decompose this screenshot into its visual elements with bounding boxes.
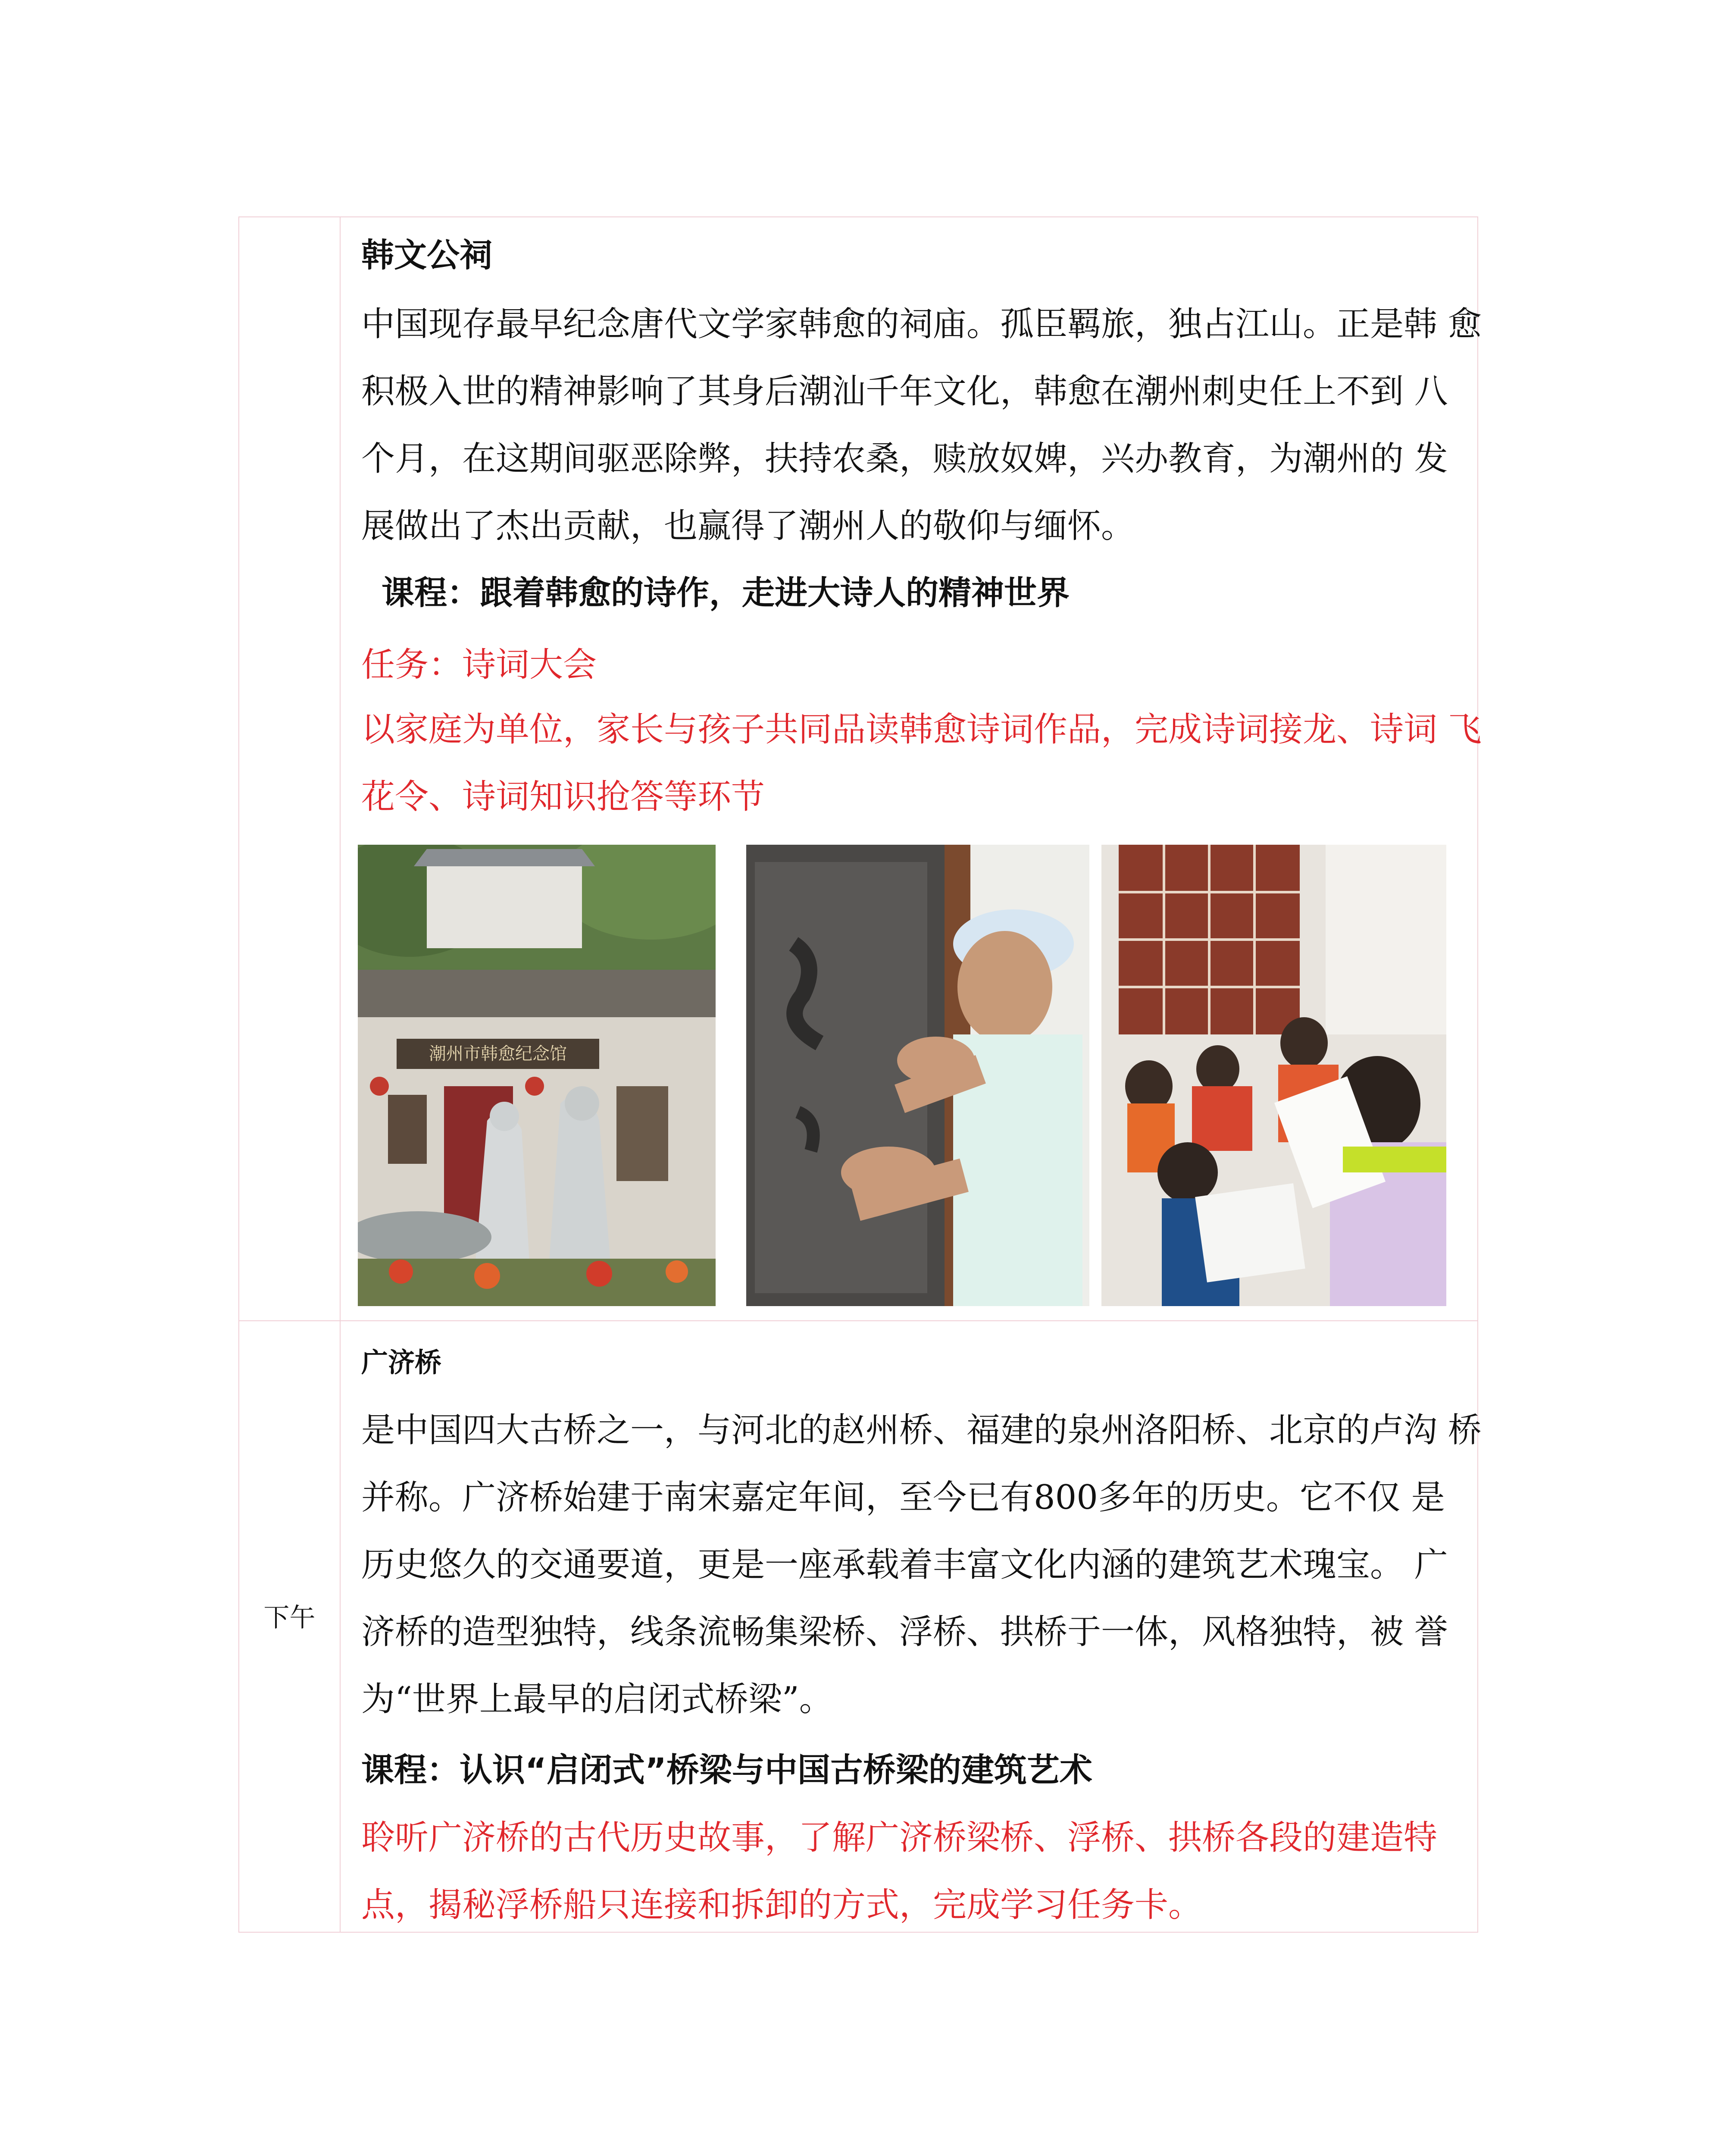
- temple-plaque-text: 潮州市韩愈纪念馆: [429, 1044, 567, 1064]
- task-description: [361, 696, 1482, 830]
- row-divider: [239, 1320, 1477, 1321]
- intro-line: 济桥的造型独特，线条流畅集梁桥、浮桥、拱桥于一体，风格独特，被 誉: [361, 1613, 1448, 1651]
- site-intro: [361, 1397, 1482, 1733]
- children-study-photo: [1101, 845, 1446, 1306]
- task-line: 花令、诗词知识抢答等环节: [361, 777, 765, 816]
- student-calligraphy-photo: [746, 845, 1089, 1306]
- intro-line: 并称。广济桥始建于南宋嘉定年间，至今已有800多年的历史。它不仅 是: [361, 1478, 1445, 1517]
- intro-line: 历史悠久的交通要道，更是一座承载着丰富文化内涵的建筑艺术瑰宝。 广: [361, 1545, 1448, 1584]
- site-title-guangji-bridge: 广济桥: [361, 1347, 442, 1378]
- course-title: 课程：跟着韩愈的诗作，走进大诗人的精神世界: [382, 573, 1070, 612]
- column-divider: [340, 217, 341, 1932]
- intro-line: 个月，在这期间驱恶除弊，扶持农桑，赎放奴婢，兴办教育，为潮州的 发: [361, 439, 1448, 478]
- site-intro: [361, 291, 1482, 560]
- task-description: [361, 1804, 1471, 1939]
- task-line: 点，揭秘浮桥船只连接和拆卸的方式，完成学习任务卡。: [361, 1886, 1202, 1924]
- course-title: 课程：认识“启闭式”桥梁与中国古桥梁的建筑艺术: [361, 1751, 1092, 1789]
- intro-line: 中国现存最早纪念唐代文学家韩愈的祠庙。孤臣羁旅，独占江山。正是韩 愈: [361, 305, 1482, 344]
- site-title-han-wengong-temple: 韩文公祠: [361, 236, 492, 274]
- itinerary-table: [238, 216, 1482, 1933]
- task-line: 以家庭为单位，家长与孩子共同品读韩愈诗词作品，完成诗词接龙、诗词 飞: [361, 710, 1482, 749]
- time-slot-label: 下午: [263, 1603, 316, 1633]
- task-line: 聆听广济桥的古代历史故事，了解广济桥梁桥、浮桥、拱桥各段的建造特: [361, 1818, 1438, 1857]
- intro-line: 展做出了杰出贡献，也赢得了潮州人的敬仰与缅怀。: [361, 507, 1135, 545]
- task-title: 任务：诗词大会: [361, 646, 597, 684]
- temple-photo: [358, 845, 716, 1306]
- intro-line: 是中国四大古桥之一，与河北的赵州桥、福建的泉州洛阳桥、北京的卢沟 桥: [361, 1411, 1482, 1450]
- intro-line: 为“世界上最早的启闭式桥梁”。: [361, 1680, 833, 1719]
- intro-line: 积极入世的精神影响了其身后潮汕千年文化，韩愈在潮州刺史任上不到 八: [361, 372, 1448, 411]
